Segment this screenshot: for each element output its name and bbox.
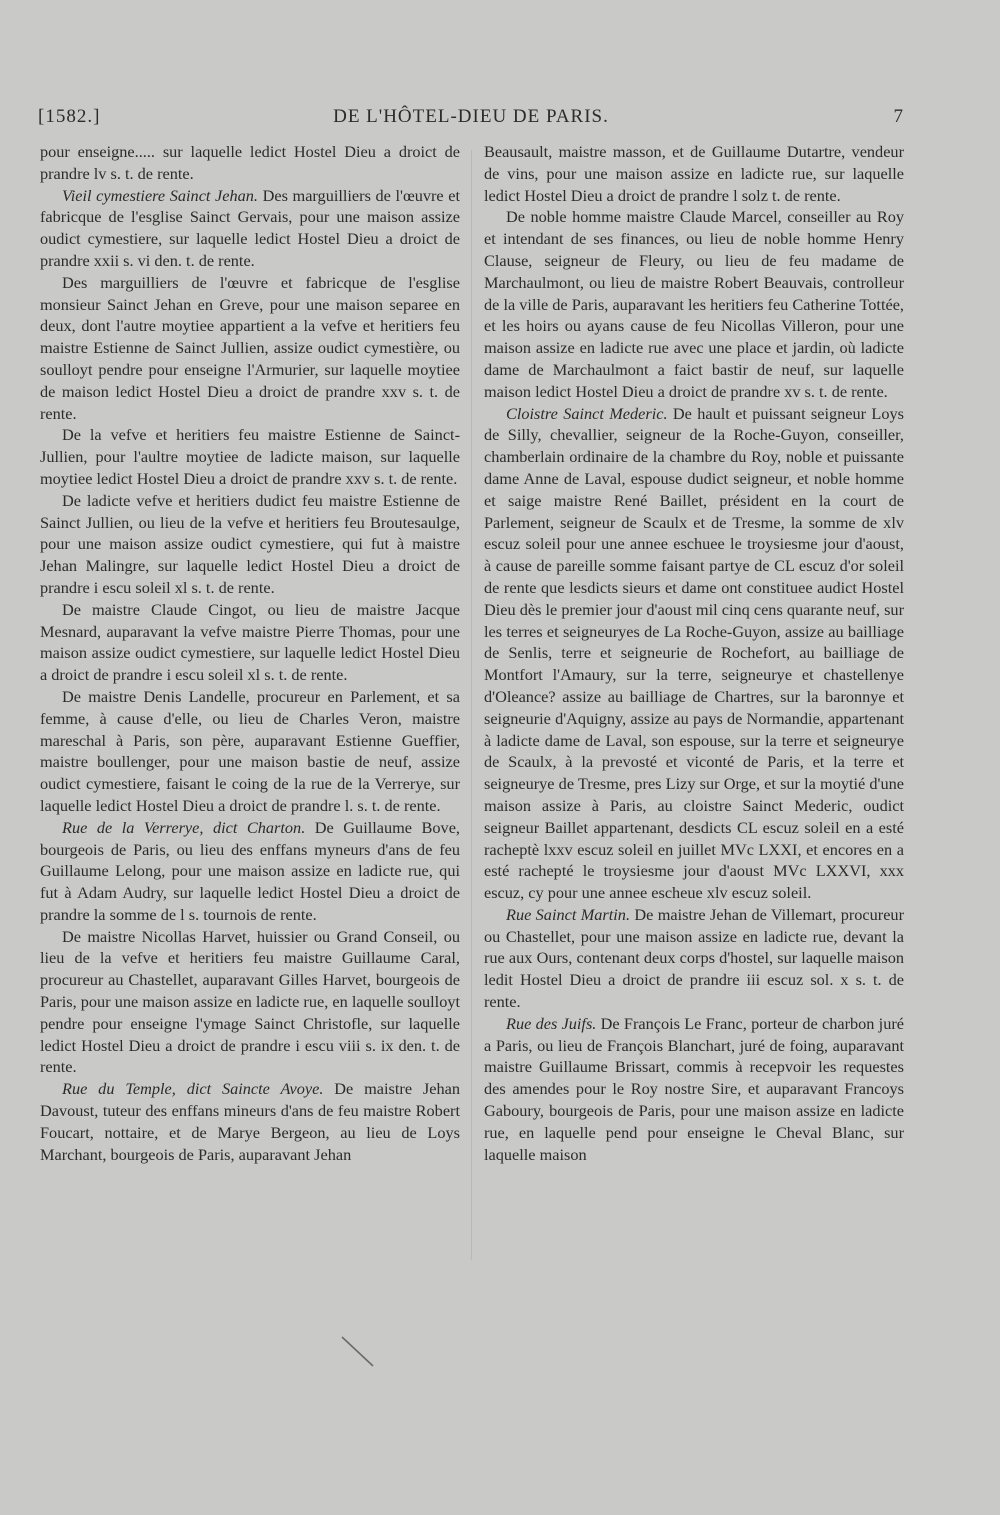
running-header: [38, 106, 904, 136]
paragraph: [40, 141, 460, 185]
paragraph: [40, 185, 460, 272]
page-number: 7: [893, 106, 904, 127]
paragraph-text: De maistre Nicollas Harvet, huissier ou Grand Conseil, ou lieu de la vefve et heritiers feu maistre Guillaume Caral, procureur au Chastellet, auparavant Gilles Harvet, bourgeois de Paris, pour une maison assize en ladicte rue, en laquelle soulloyt pendre pour enseigne l'ymage Sainct Christofle, sur laquelle ledict Hostel Dieu a droict de prandre i escu viii s. ix den. t. de rente.: [40, 926, 460, 1077]
paragraph: [484, 1013, 904, 1166]
paragraph: [40, 926, 460, 1079]
paragraph: [40, 490, 460, 599]
header-year: [1582.]: [38, 106, 101, 127]
header-title: DE L'HÔTEL-DIEU DE PARIS.: [333, 106, 609, 127]
paragraph-text: Des marguilliers de l'œuvre et fabricque de l'esglise Sainct Gervais, pour une maison assize oudict cymestiere, sur laquelle ledict Hostel Dieu a droict de prandre xxii s. vi den. t. de rente.: [40, 185, 460, 270]
right-column: [484, 141, 904, 1165]
paragraph-text: De maistre Jehan de Villemart, procureur ou Chastellet, pour une maison assize en ladicte rue, devant la rue aux Ours, contenant deux corps d'hostel, sur laquelle maison ledit Hostel Dieu a droict de prandre iii escuz sol. x s. t. de rente.: [484, 904, 904, 1012]
paragraph: [40, 272, 460, 425]
paragraph: [484, 904, 904, 1013]
rubric-heading: Rue Sainct Martin.: [506, 904, 631, 924]
rubric-heading: Cloistre Sainct Mederic.: [506, 403, 668, 423]
rubric-heading: Rue de la Verrerye, dict Charton.: [62, 817, 306, 837]
pen-stroke-mark: [340, 1335, 375, 1370]
paragraph-text: De maistre Jehan Davoust, tuteur des enffans mineurs d'ans de feu maistre Robert Foucart, nottaire, et de Marye Bergeon, au lieu de Loys Marchant, bourgeois de Paris, auparavant Jehan: [40, 1079, 460, 1164]
paragraph-text: De ladicte vefve et heritiers dudict feu maistre Estienne de Sainct Jullien, ou lieu de la vefve et heritiers feu Broutesaulge, pour une maison assize oudict cymestiere, qui fut à maistre Jehan Malingre, sur laquelle ledict Hostel Dieu a droict de prandre i escu soleil xl s. t. de rente.: [40, 490, 460, 597]
paragraph: [484, 141, 904, 206]
paragraph: [40, 424, 460, 489]
rubric-heading: Vieil cymestiere Sainct Jehan.: [62, 185, 258, 205]
rubric-heading: Rue du Temple, dict Saincte Avoye.: [62, 1079, 324, 1099]
paragraph: [484, 403, 904, 904]
paragraph: [40, 817, 460, 926]
paragraph-text: De maistre Claude Cingot, ou lieu de maistre Jacque Mesnard, auparavant la vefve maistre Pierre Thomas, pour une maison assize oudict cymestiere, sur laquelle ledict Hostel Dieu a droict de prandre i escu soleil xl s. t. de rente.: [40, 599, 460, 685]
paragraph: [484, 206, 904, 402]
paragraph-text: De maistre Denis Landelle, procureur en Parlement, et sa femme, à cause d'elle, ou lieu de Charles Veron, maistre mareschal à Paris, son père, auparavant Estienne Gueffier, maistre boullenger, pour une maison bastie de neuf, assize oudict cymestiere, faisant le coing de la rue de la Verrerye, sur laquelle ledict Hostel Dieu a droict de prandre l. s. t. de rente.: [40, 686, 460, 815]
rubric-heading: Rue des Juifs.: [506, 1013, 597, 1033]
paragraph-text: Beausault, maistre masson, et de Guillaume Dutartre, vendeur de vins, pour une maison assize en ladicte rue, sur laquelle ledict Hostel Dieu a droict de prandre l solz t. de rente.: [484, 142, 904, 205]
paragraph: [40, 599, 460, 686]
column-divider: [471, 150, 472, 1260]
paragraph-text: De Guillaume Bove, bourgeois de Paris, ou lieu des enffans myneurs d'ans de feu Guillaume Lelong, pour une maison assize en ladicte rue, qui fut à Adam Audry, sur laquelle ledict Hostel Dieu a droict de prandre la somme de l s. tournois de rente.: [40, 817, 460, 924]
paragraph-text: De noble homme maistre Claude Marcel, conseiller au Roy et intendant de ses finances, ou lieu de noble homme Henry Clause, seigneur de Fleury, ou lieu de feu madame de Marchaulmont, ou lieu de maistre Robert Beauvais, controlleur de la ville de Paris, auparavant les heritiers feu Catherine Tottée, et les hoirs ou ayans cause de feu Nicollas Villeron, pour une maison assize en ladicte rue avec une place et jardin, où ladicte dame de Marchaulmont a faict bastir de neuf, sur laquelle maison ledict Hostel Dieu a droict de prandre xv s. t. de rente.: [484, 207, 904, 401]
left-column: [40, 141, 460, 1165]
paragraph: [40, 686, 460, 817]
paragraph: [40, 1078, 460, 1165]
paragraph-text: De hault et puissant seigneur Loys de Silly, chevallier, seigneur de la Roche-Guyon, conseiller, chamberlain ordinaire de la chambre du Roy, noble et puissante dame Anne de Laval, espouse dudict seigneur, et noble homme et saige maistre René Baillet, président en la court de Parlement, seigneur de Scaulx et de Tresme, la somme de xlv escuz soleil pour une annee eschuee le troysiesme jour d'aoust, à cause de pareille somme faisant partye de CL escuz d'or soleil de rente que lesdicts sieurs et dame ont constituee audict Hostel Dieu dès le premier jour d'aoust mil cinq cens quarante neuf, sur les terres et seigneuryes de La Roche-Guyon, assize au bailliage de Senlis, terre et seigneurie de Rochefort, au bailliage de Montfort l'Amaury, sur la terre, seigneurye et chastellenye d'Oleance? assize au bailliage de Chartres, sur la baronnye et seigneurie d'Aquigny, assize au pays de Normandie, appartenant à ladicte dame de Laval, son espouse, sur la terre et seigneurye de Scaulx, à la prevosté et viconté de Paris, et la terre et seigneurye de Tresme, pres Lizy sur Orge, et sur la moytié d'une maison assize à Paris, au cloistre Sainct Mederic, oudict seigneur Baillet appartenant, desdicts CL escuz soleil en a esté racheptè lxxv escuz soleil en juillet MVc LXXI, et encores en a esté rachepté le troysiesme jour d'aoust MVc LXXVI, xxx escuz, cy pour une annee escheue xlv escuz soleil.: [484, 403, 904, 903]
paragraph-text: De la vefve et heritiers feu maistre Estienne de Sainct-Jullien, pour l'aultre moytiee de ladicte maison, sur laquelle moytiee ledict Hostel Dieu a droict de prandre xxv s. t. de rente.: [40, 425, 460, 488]
paragraph-text: Des marguilliers de l'œuvre et fabricque de l'esglise monsieur Sainct Jehan en Greve, pour une maison separee en deux, dont l'autre moytiee appartient a la vefve et heritiers feu maistre Estienne de Sainct Jullien, assize oudict cymestière, ou soulloyt pendre pour enseigne l'Armurier, sur laquelle moytiee de maison ledict Hostel Dieu a droict de prandre xxv s. t. de rente.: [40, 272, 460, 423]
paragraph-text: De François Le Franc, porteur de charbon juré a Paris, ou lieu de François Blanchart, juré de foing, auparavant maistre Guillaume Brissart, commis à recepvoir les requestes des amendes pour le Roy nostre Sire, et auparavant Francoys Gaboury, bourgeois de Paris, pour une maison assize en ladicte rue, en laquelle pend pour enseigne le Cheval Blanc, sur laquelle maison: [484, 1013, 904, 1164]
paragraph-text: pour enseigne..... sur laquelle ledict Hostel Dieu a droict de prandre lv s. t. de rente.: [40, 142, 460, 183]
